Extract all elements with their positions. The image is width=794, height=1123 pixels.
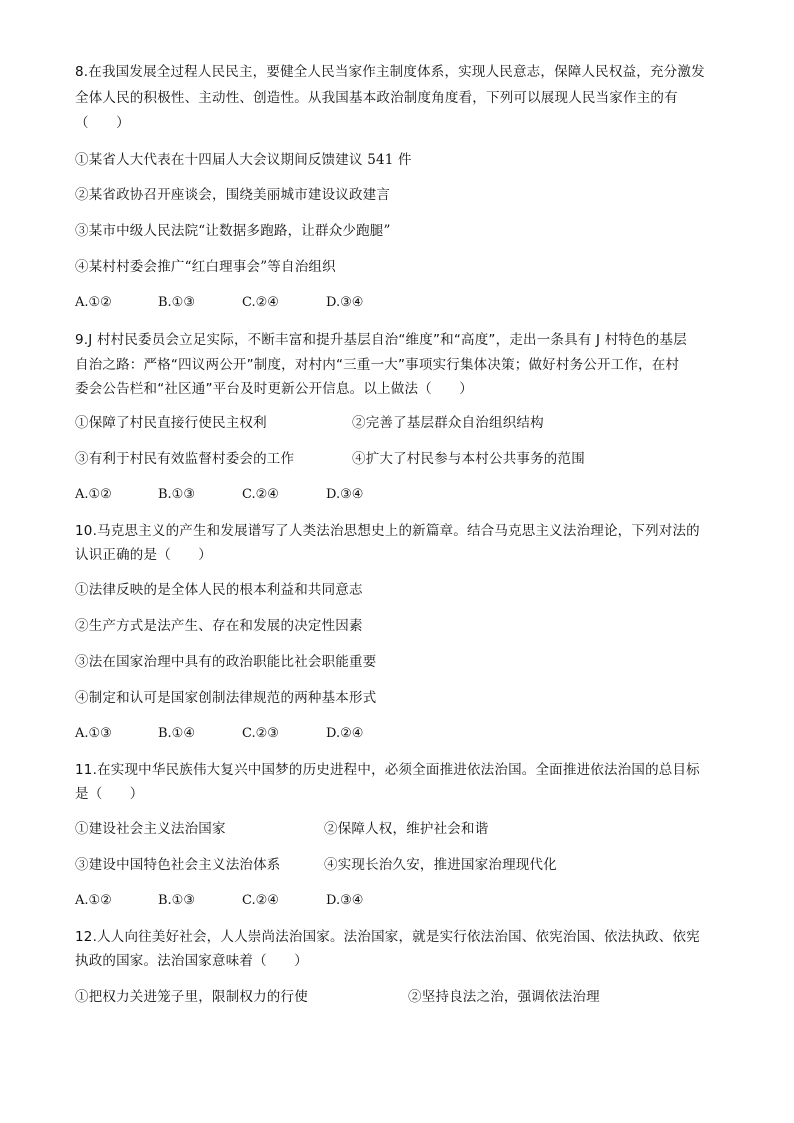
option-b: B.①③ [158,487,195,502]
option-d: D.③④ [326,295,364,310]
option-a: A.①② [75,295,112,310]
question-9-stem-line-1: 9.J 村村民委员会立足实际，不断丰富和提升基层自治“维度”和“高度”，走出一条具有 J 村特色的基层 [75,332,687,348]
question-9-statement-3: ③有利于村民有效监督村委会的工作 [75,451,295,467]
question-10-statement-2: ②生产方式是法产生、存在和发展的决定性因素 [75,618,363,634]
option-a: A.①③ [75,726,112,741]
question-10-options [75,725,363,743]
question-8-statement-1: ①某省人大代表在十四届人大会议期间反馈建议 541 件 [75,152,412,168]
question-9-statement-1: ①保障了村民直接行使民主权利 [75,415,267,431]
option-c: C.②④ [242,893,279,908]
question-12-stem-line-1: 12.人人向往美好社会，人人崇尚法治国家。法治国家，就是实行依法治国、依宪治国、依法执政、依宪 [75,929,700,945]
question-9-statement-2: ②完善了基层群众自治组织结构 [352,415,544,431]
question-11-options [75,892,363,910]
question-10-statement-4: ④制定和认可是国家创制法律规范的两种基本形式 [75,690,377,706]
question-12-stem-line-2: 执政的国家。法治国家意味着（ ） [75,953,308,969]
question-11-statement-1: ①建设社会主义法治国家 [75,821,226,837]
option-d: D.③④ [326,487,364,502]
question-10-stem-line-1: 10.马克思主义的产生和发展谱写了人类法治思想史上的新篇章。结合马克思主义法治理论，下列对法的 [75,523,700,539]
question-11-stem-line-2: 是（ ） [75,786,144,802]
question-12-statement-1: ①把权力关进笼子里，限制权力的行使 [75,989,308,1005]
option-c: C.②④ [242,295,279,310]
option-a: A.①② [75,487,112,502]
question-8-statement-3: ③某市中级人民法院“让数据多跑路，让群众少跑腿” [75,223,391,239]
question-8-stem-line-2: 全体人民的积极性、主动性、创造性。从我国基本政治制度角度看，下列可以展现人民当家作主的有 [75,90,678,106]
question-10-stem-line-2: 认识正确的是（ ） [75,547,212,563]
question-9-options [75,486,363,504]
question-9-stem-line-2: 自治之路：严格“四议两公开”制度，对村内“三重一大”事项实行集体决策；做好村务公开工作，在村 [75,357,680,373]
question-8-statement-2: ②某省政协召开座谈会，围绕美丽城市建设议政建言 [75,187,391,203]
question-8-answer-blank: （ ） [75,115,130,131]
option-c: C.②③ [242,726,279,741]
option-b: B.①③ [158,893,195,908]
question-8-statement-4: ④某村村委会推广“红白理事会”等自治组织 [75,259,336,275]
option-c: C.②④ [242,487,279,502]
question-11-stem-line-1: 11.在实现中华民族伟大复兴中国梦的历史进程中，必须全面推进依法治国。全面推进依法治国的总目标 [75,762,700,778]
question-8-options [75,294,363,312]
question-12-statement-2: ②坚持良法之治，强调依法治理 [408,989,600,1005]
question-9-statement-4: ④扩大了村民参与本村公共事务的范围 [352,451,585,467]
question-9-stem-line-3: 委会公告栏和“社区通”平台及时更新公开信息。以上做法（ ） [75,381,473,397]
question-11-statement-2: ②保障人权，维护社会和谐 [324,821,489,837]
option-b: B.①③ [158,295,195,310]
question-11-statement-3: ③建设中国特色社会主义法治体系 [75,857,281,873]
question-10-statement-1: ①法律反映的是全体人民的根本利益和共同意志 [75,582,363,598]
question-10-statement-3: ③法在国家治理中具有的政治职能比社会职能重要 [75,654,377,670]
option-d: D.③④ [326,893,364,908]
option-d: D.②④ [326,726,364,741]
question-8-stem-line-1: 8.在我国发展全过程人民民主，要健全人民当家作主制度体系，实现人民意志，保障人民权益，充分激发 [75,64,705,80]
option-b: B.①④ [158,726,195,741]
option-a: A.①② [75,893,112,908]
question-11-statement-4: ④实现长治久安，推进国家治理现代化 [324,857,557,873]
